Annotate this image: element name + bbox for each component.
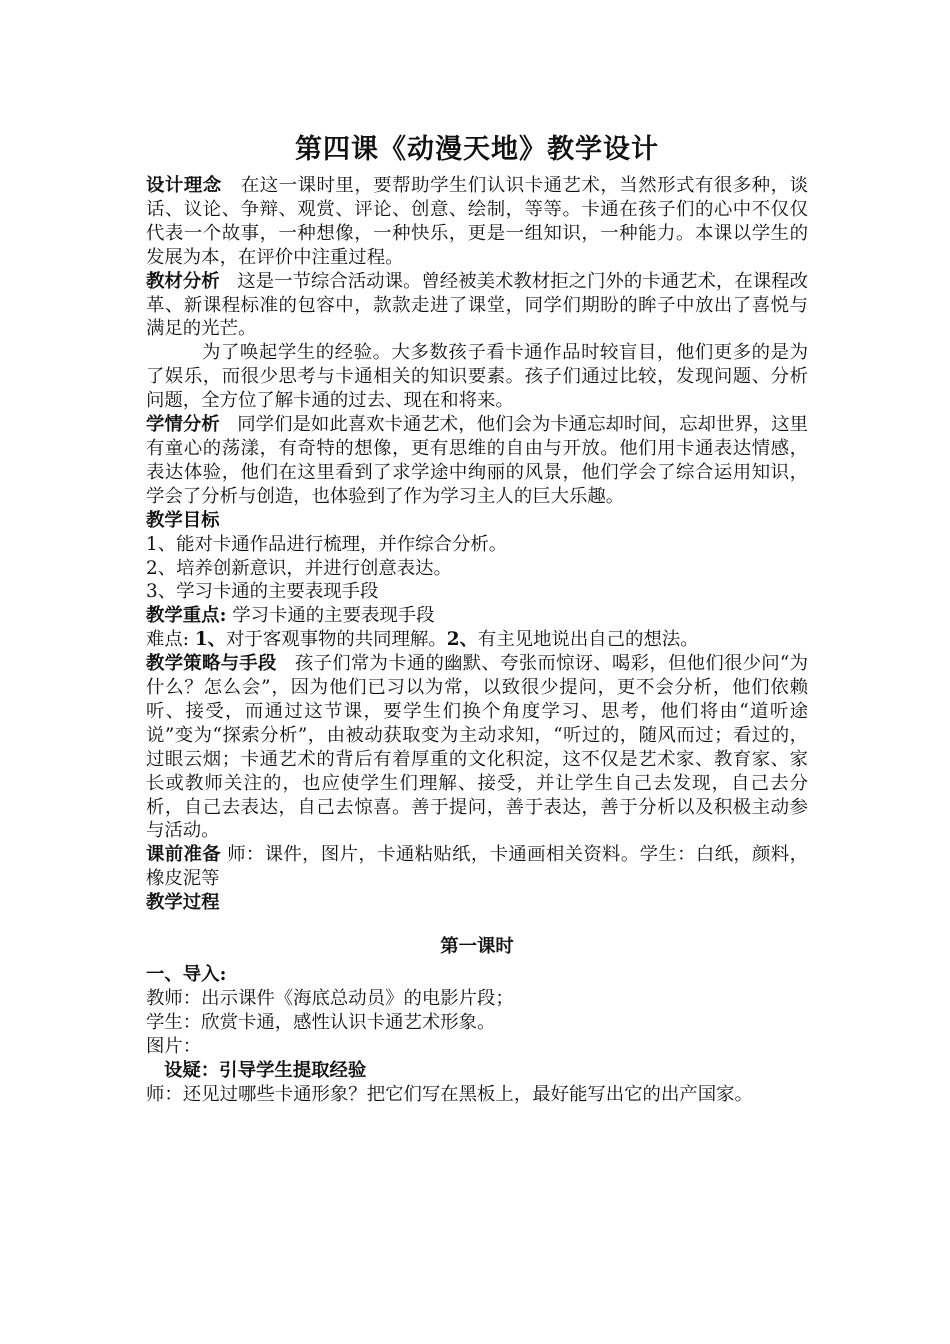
learner-analysis-text: 同学们是如此喜欢卡通艺术，他们会为卡通忘却时间，忘却世界，这里有童心的荡漾，有奇特的想像，更有思维的自由与开放。他们用卡通表达情感，表达体验，他们在这里看到了求学途中绚丽的风景，他们学会了综合运用知识，学会了分析与创造，也体验到了作为学习主人的巨大乐趣。 [146,414,808,507]
question-heading: 设疑：引导学生提取经验 [164,1059,367,1081]
textbook-analysis-paragraph [146,270,808,342]
difficulty-label: 难点: [146,629,189,651]
strategy-paragraph [146,652,808,843]
design-concept-label: 设计理念 [146,175,222,196]
objectives-heading: 教学目标 [146,509,220,531]
preparation-text: 师：课件，图片，卡通粘贴纸，卡通画相关资料。学生：白纸，颜料，橡皮泥等 [146,844,808,890]
objective-item-3: 3、学习卡通的主要表现手段 [146,581,379,603]
lesson-1-heading: 第一课时 [440,936,514,958]
preparation-label: 课前准备 [146,844,221,866]
textbook-analysis-text: 这是一节综合活动课。曾经被美术教材拒之门外的卡通艺术，在课程改革、新课程标准的包容中，款款走进了课堂，同学们期盼的眸子中放出了喜悦与满足的光芒。 [146,270,808,340]
difficulty-paragraph [146,628,808,652]
strategy-label: 教学策略与手段 [146,653,277,675]
preparation-paragraph [146,843,808,891]
process-heading: 教学过程 [146,892,220,914]
teacher-question-line: 师：还见过哪些卡通形象？把它们写在黑板上，最好能写出它的出产国家。 [146,1083,753,1105]
key-point-paragraph [146,604,808,628]
document-page [146,130,808,1107]
difficulty-text-2: 有主见地说出自己的想法。 [477,629,699,651]
design-concept-text: 在这一课时里，要帮助学生们认识卡通艺术，当然形式有很多种，谈话、议论、争辩、观赏、评论、创意、绘制，等等。卡通在孩子们的心中不仅仅代表一个故事，一种想像，一种快乐，更是一组知识，一种能力。本课以学生的发展为本，在评价中注重过程。 [146,175,808,268]
learner-analysis-paragraph [146,413,808,509]
design-concept-paragraph [146,174,808,270]
textbook-analysis-paragraph-2: 为了唤起学生的经验。大多数孩子看卡通作品时较盲目，他们更多的是为了娱乐，而很少思考与卡通相关的知识要素。孩子们通过比较，发现问题、分析问题，全方位了解卡通的过去、现在和将来。 [146,342,808,412]
strategy-text: 孩子们常为卡通的幽默、夸张而惊讶、喝彩，但他们很少问“为什么？怎么会”，因为他们已习以为常，以致很少提问，更不会分析，他们依赖听、接受，而通过这节课，要学生们换个角度学习、思考，他们将由“道听途说”变为“探索分析”，由被动获取变为主动求知，“听过的，随风而过；看过的，过眼云烟；卡通艺术的背后有着厚重的文化积淀，这不仅是艺术家、教育家、家长或教师关注的，也应使学生们理解、接受，并让学生自己去发现，自己去分析，自己去表达，自己去惊喜。善于提问，善于表达，善于分析以及积极主动参与活动。 [146,653,808,842]
intro-heading: 一、导入: [146,964,227,986]
difficulty-text-1: 对于客观事物的共同理解。 [226,629,447,651]
difficulty-num-2: 2、 [446,629,478,651]
textbook-analysis-label: 教材分析 [146,270,220,292]
learner-analysis-label: 学情分析 [146,414,220,436]
intro-line-3: 图片： [146,1035,202,1057]
intro-line-1: 教师：出示课件《海底总动员》的电影片段； [146,988,514,1009]
key-point-label: 教学重点: [146,605,227,627]
objective-item-1: 1、能对卡通作品进行梳理，并作综合分析。 [146,533,508,555]
document-title: 第四课《动漫天地》教学设计 [295,134,659,165]
objective-item-2: 2、培养创新意识，并进行创意表达。 [146,557,452,579]
intro-line-2: 学生：欣赏卡通，感性认识卡通艺术形象。 [146,1011,496,1033]
key-point-text: 学习卡通的主要表现手段 [232,605,435,627]
difficulty-num-1: 1、 [194,629,227,651]
